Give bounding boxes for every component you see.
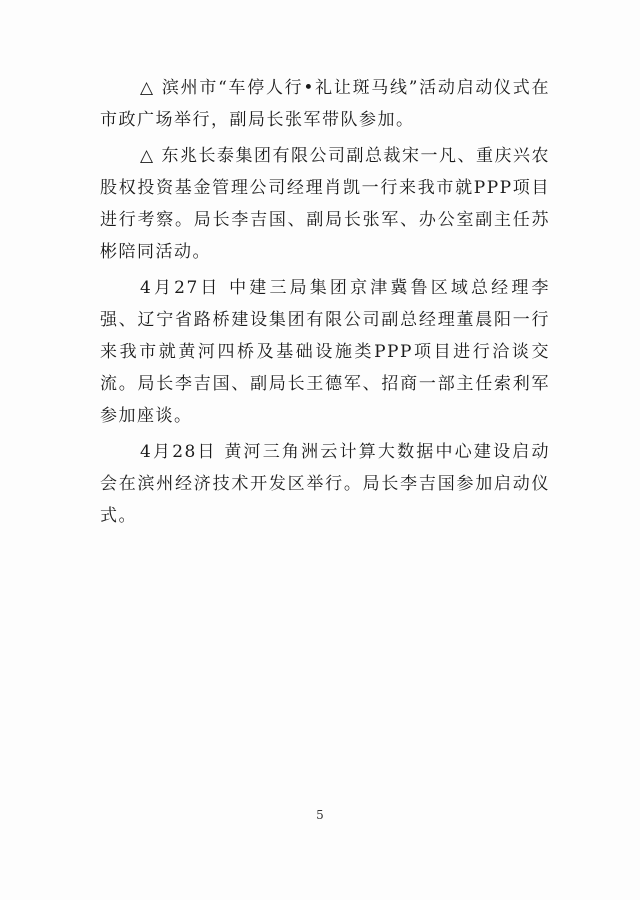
paragraph-ppp-inspection: △ 东兆长泰集团有限公司副总裁宋一凡、重庆兴农股权投资基金管理公司经理肖凯一行来我市就PPP项目进行考察。局长李吉国、副局长张军、办公室副主任苏彬陪同活动。 [100,146,550,262]
paragraph-crosswalk-ceremony: △ 滨州市“车停人行•礼让斑马线”活动启动仪式在市政广场举行，副局长张军带队参加。 [100,78,550,130]
paragraph-april-27: 4月27日 中建三局集团京津冀鲁区域总经理李强、辽宁省路桥建设集团有限公司副总经理董晨阳一行来我市就黄河四桥及基础设施类PPP项目进行洽谈交流。局长李吉国、副局长王德军、招商一部主任索利军参加座谈。 [100,278,550,426]
document-body [100,72,550,536]
page-number: 5 [316,808,324,822]
paragraph-april-28: 4月28日 黄河三角洲云计算大数据中心建设启动会在滨州经济技术开发区举行。局长李吉国参加启动仪式。 [100,442,550,526]
